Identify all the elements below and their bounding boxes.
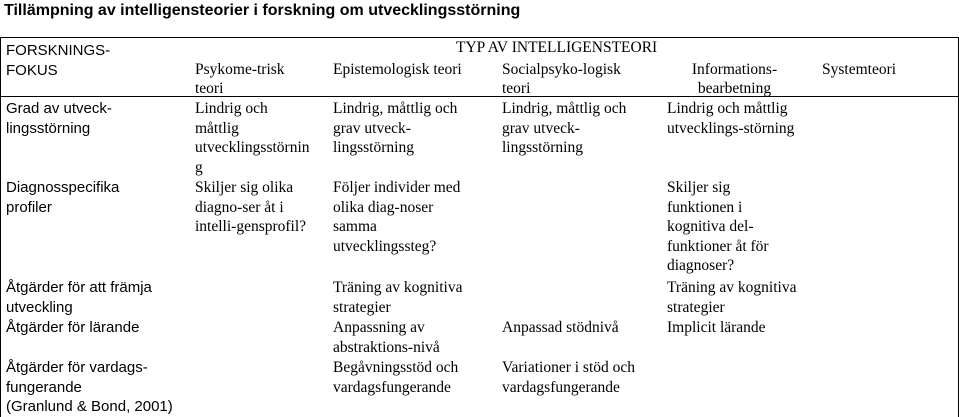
row-label-diagnosspecifika: Diagnosspecifika profiler — [6, 179, 120, 216]
table-cell: Variationer i stöd och vardagsfungerande — [502, 359, 636, 396]
table-cell: Lindrig, måttlig och grav utveck- lingsstörning — [333, 100, 458, 156]
table-cell: Skiljer sig funktionen i kognitiva del- funktioner åt för diagnoser? — [667, 179, 769, 274]
table-cell: Lindrig, måttlig och grav utveck- lingsstörning — [502, 100, 627, 156]
row-label-larande: Åtgärder för lärande — [6, 319, 140, 336]
column-header-psykometrisk: Psykome-trisk teori — [195, 61, 285, 97]
page-title: Tillämpning av intelligensteorier i forskning om utvecklingsstörning — [4, 2, 521, 19]
table-cell: Lindrig och måttlig utvecklings-störning — [667, 100, 795, 137]
table-cell: Träning av kognitiva strategier — [667, 279, 797, 316]
table-cell: Anpassad stödnivå — [502, 319, 619, 336]
table-cell: Implicit lärande — [667, 319, 766, 336]
source-citation: (Granlund & Bond, 2001) — [6, 398, 173, 415]
column-header-epistemologisk: Epistemologisk teori — [333, 61, 462, 78]
table-cell: Begåvningsstöd och vardagsfungerande — [333, 359, 459, 396]
header-bottom-border — [0, 96, 959, 97]
column-header-systemteori: Systemteori — [822, 61, 897, 78]
table-cell: Följer individer med olika diag-noser samma utvecklingssteg? — [333, 179, 461, 255]
table-cell: Lindrig och måttlig utvecklingsstörnin g — [195, 100, 310, 176]
table-cell: Skiljer sig olika diagno-ser åt i intelli-gensprofil? — [195, 179, 307, 235]
row-label-frama-utveckling: Åtgärder för att främja utveckling — [6, 279, 152, 316]
table-left-border — [0, 37, 1, 417]
table-cell: Anpassning av abstraktions-nivå — [333, 319, 440, 356]
table-cell: Träning av kognitiva strategier — [333, 279, 463, 316]
row-label-grad: Grad av utveck- lingsstörning — [6, 100, 112, 137]
corner-header: FORSKNINGS- FOKUS — [6, 42, 111, 79]
column-header-socialpsykologisk: Socialpsyko-logisk teori — [502, 61, 621, 97]
row-label-vardagsfungerande: Åtgärder för vardags- fungerande — [6, 359, 148, 396]
column-header-informationsbearbetning: Informations- bearbetning — [691, 61, 778, 97]
group-header: TYP AV INTELLIGENSTEORI — [456, 39, 658, 56]
